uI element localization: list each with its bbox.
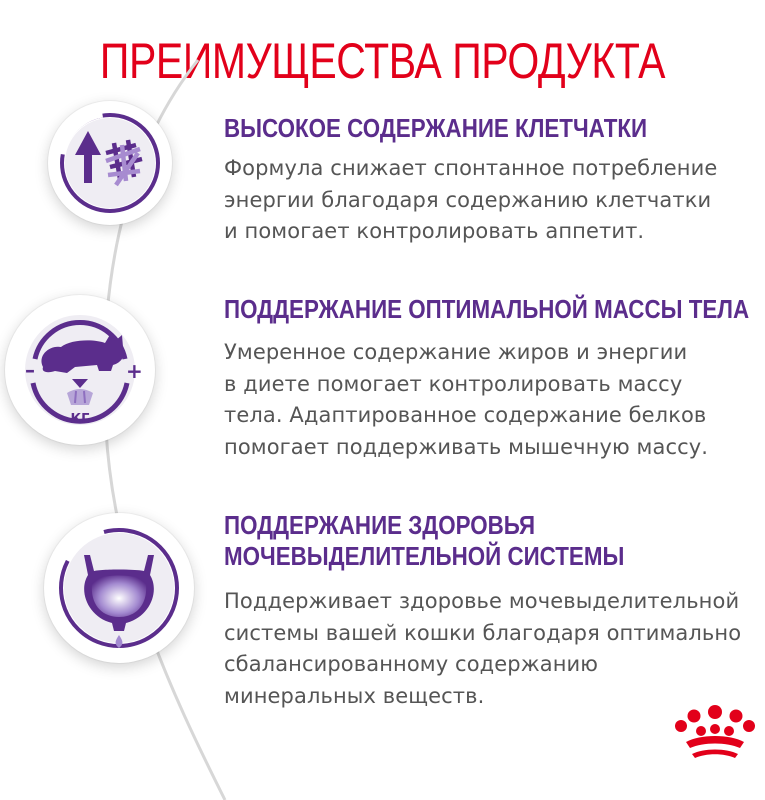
feature-title-line: ВЫСОКОЕ СОДЕРЖАНИЕ КЛЕТЧАТКИ <box>224 113 648 143</box>
feature-text-line: в диете помогает контролировать массу <box>224 371 683 396</box>
feature-description <box>224 586 741 712</box>
feature-description <box>224 153 717 248</box>
feature-title <box>224 510 624 572</box>
feature-description <box>224 337 708 463</box>
feature-title-line: МОЧЕВЫДЕЛИТЕЛЬНОЙ СИСТЕМЫ <box>224 541 625 571</box>
feature-text-line: Умеренное содержание жиров и энергии <box>224 340 688 364</box>
fiber-badge <box>48 101 172 225</box>
royal-canin-crown-logo <box>672 702 758 762</box>
feature-title-line: ПОДДЕРЖАНИЕ ОПТИМАЛЬНОЙ МАССЫ ТЕЛА <box>224 294 750 324</box>
urinary-badge <box>44 513 194 663</box>
svg-text:+: + <box>126 359 143 383</box>
feature-text-line: сбалансированному содержанию <box>224 652 599 676</box>
feature-text-line: энергии благодаря содержанию клетчатки <box>224 187 712 212</box>
svg-text:–: – <box>25 358 35 382</box>
feature-title <box>224 113 647 144</box>
fiber-arrow-icon <box>48 101 172 225</box>
bladder-drop-icon <box>44 513 194 663</box>
kg-label: КГ <box>70 412 90 427</box>
page-title: ПРЕИМУЩЕСТВА ПРОДУКТА <box>99 32 666 89</box>
feature-text-line: Поддерживает здоровье мочевыделительной <box>224 589 740 613</box>
cat-weight-scale-icon <box>5 295 155 445</box>
feature-text-line: Формула снижает спонтанное потребление <box>224 156 718 180</box>
feature-text-line: тела. Адаптированное содержание белков <box>224 403 707 427</box>
feature-title-line: ПОДДЕРЖАНИЕ ЗДОРОВЬЯ <box>224 510 536 540</box>
weight-badge <box>5 295 155 445</box>
feature-text-line: системы вашей кошки благодаря оптимально <box>224 620 742 645</box>
feature-text-line: минеральных веществ. <box>224 683 485 708</box>
feature-text-line: помогает поддерживать мышечную массу. <box>224 434 709 459</box>
feature-text-line: и помогает контролировать аппетит. <box>224 219 645 243</box>
feature-title <box>224 294 749 325</box>
